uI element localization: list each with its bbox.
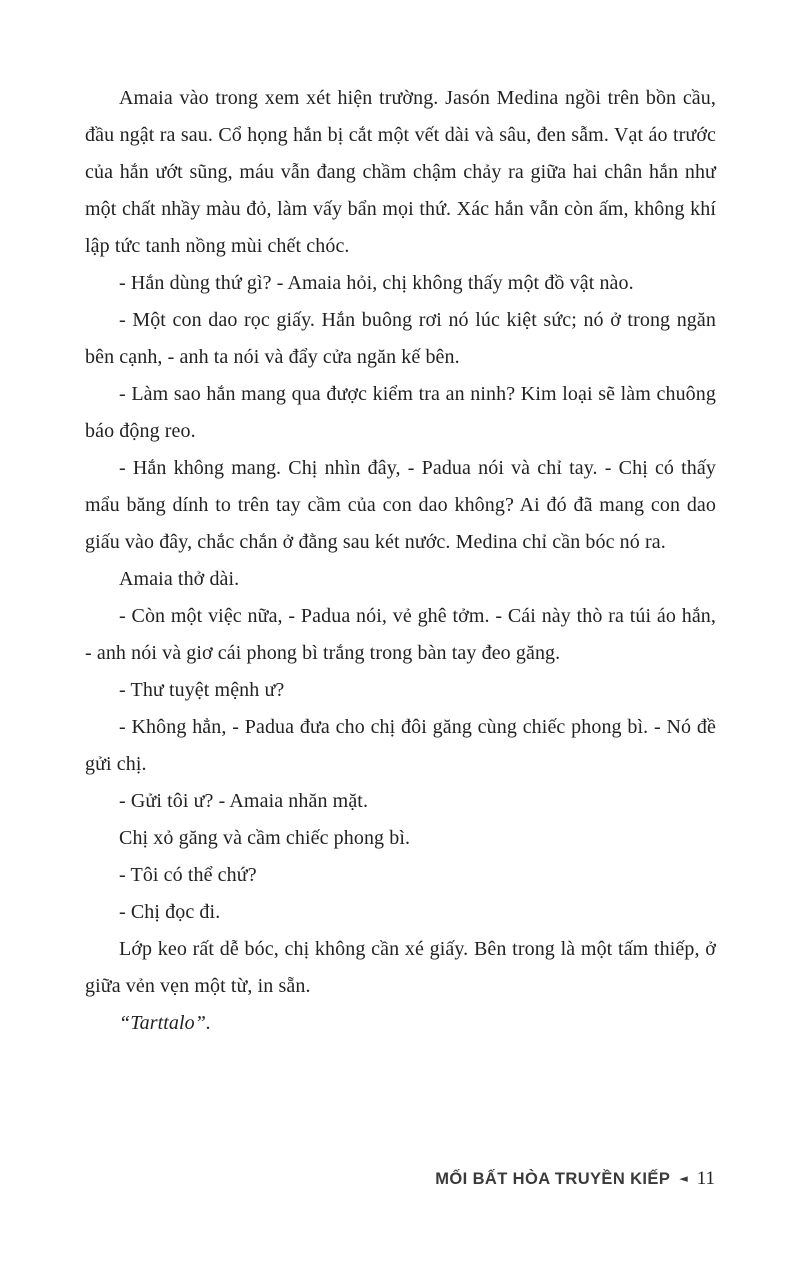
page-footer [435, 1168, 715, 1190]
paragraph: - Tôi có thể chứ? [119, 864, 257, 886]
paragraph: - Gửi tôi ư? - Amaia nhăn mặt. [119, 790, 369, 812]
paragraph: - Còn một việc nữa, - Padua nói, vẻ ghê tởm. - Cái này thò ra túi áo hắn, - anh nói và giơ cái phong bì trắng trong bàn tay đeo găng. [85, 605, 716, 664]
page-number: 11 [696, 1168, 715, 1189]
paragraph: “Tarttalo”. [119, 1012, 212, 1034]
paragraph: Amaia thở dài. [119, 568, 240, 590]
paragraph: - Một con dao rọc giấy. Hắn buông rơi nó lúc kiệt sức; nó ở trong ngăn bên cạnh, - anh ta nói và đẩy cửa ngăn kế bên. [85, 309, 716, 368]
paragraph: Lớp keo rất dễ bóc, chị không cần xé giấy. Bên trong là một tấm thiếp, ở giữa vẻn vẹn một từ, in sẵn. [85, 938, 716, 997]
running-title: MỐI BẤT HÒA TRUYỀN KIẾP [435, 1170, 671, 1188]
paragraph: - Hắn không mang. Chị nhìn đây, - Padua nói và chỉ tay. - Chị có thấy mẩu băng dính to trên tay cầm của con dao không? Ai đó đã mang con dao giấu vào đây, chắc chắn ở đằng sau két nước. Medina chỉ cần bóc nó ra. [85, 457, 716, 553]
paragraph: - Không hẳn, - Padua đưa cho chị đôi găng cùng chiếc phong bì. - Nó đề gửi chị. [85, 716, 716, 775]
paragraph: - Thư tuyệt mệnh ư? [119, 679, 285, 701]
paragraph: - Hắn dùng thứ gì? - Amaia hỏi, chị không thấy một đồ vật nào. [119, 272, 634, 294]
page-body [85, 80, 716, 1042]
paragraph: Amaia vào trong xem xét hiện trường. Jasón Medina ngồi trên bồn cầu, đầu ngật ra sau. Cổ họng hắn bị cắt một vết dài và sâu, đen sẫm. Vạt áo trước của hắn ướt sũng, máu vẫn đang chầm chậm chảy ra giữa hai chân hắn như một chất nhầy màu đỏ, làm vấy bẩn mọi thứ. Xác hắn vẫn còn ấm, không khí lập tức tanh nồng mùi chết chóc. [85, 87, 716, 257]
paragraph: - Làm sao hắn mang qua được kiểm tra an ninh? Kim loại sẽ làm chuông báo động reo. [85, 383, 716, 442]
paragraph: - Chị đọc đi. [119, 901, 221, 923]
paragraph: Chị xỏ găng và cầm chiếc phong bì. [119, 827, 411, 849]
triangle-left-icon: ◄ [679, 1172, 688, 1185]
